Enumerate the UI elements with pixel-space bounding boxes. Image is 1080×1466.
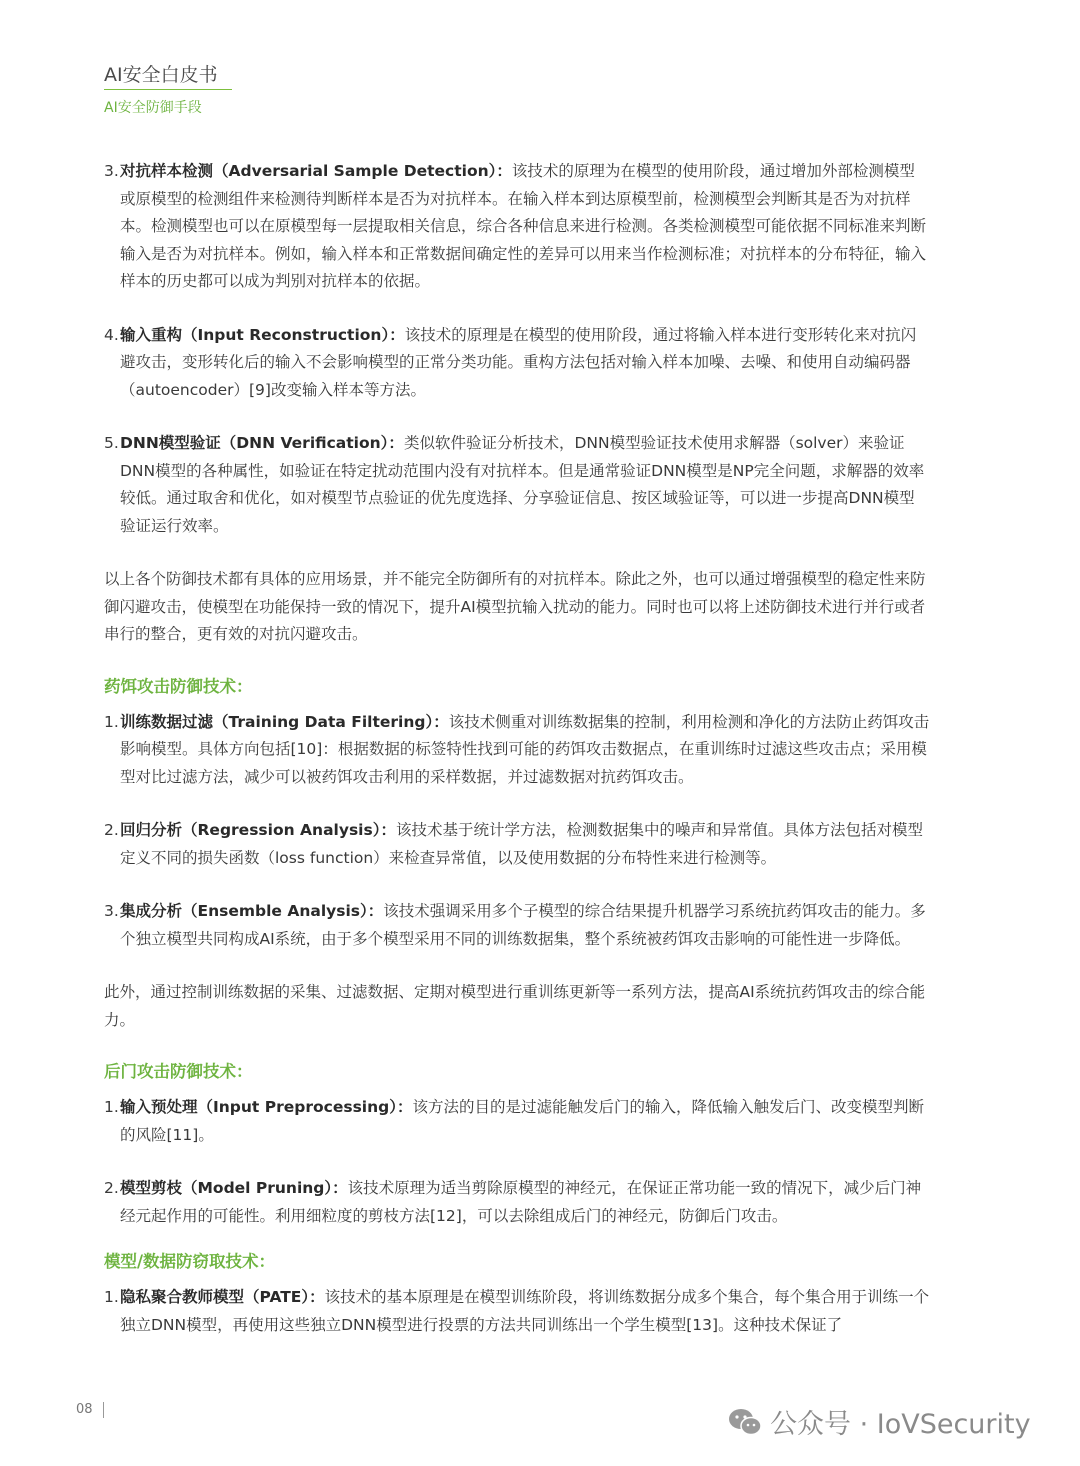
list-item	[104, 322, 930, 405]
list-item	[104, 430, 930, 540]
item-number: 3.	[104, 902, 119, 920]
item-text: 该技术的原理为在模型的使用阶段，通过增加外部检测模型或原模型的检测组件来检测待判断样本是否为对抗样本。在输入样本到达原模型前，检测模型会判断其是否为对抗样本。检测模型也可以在原模型每一层提取相关信息，综合各种信息来进行检测。各类检测模型可能依据不同标准来判断输入是否为对抗样本。例如，输入样本和正常数据间确定性的差异可以用来当作检测标准；对抗样本的分布特征，输入样本的历史都可以成为判别对抗样本的依据。	[120, 162, 927, 290]
item-text: 该技术基于统计学方法，检测数据集中的噪声和异常值。具体方法包括对模型定义不同的损失函数（loss function）来检查异常值，以及使用数据的分布特性来进行检测等。	[120, 821, 923, 867]
item-number: 1.	[104, 1288, 119, 1306]
item-label: 输入预处理（Input Preprocessing）：	[120, 1098, 413, 1116]
page-number: 08	[76, 1402, 93, 1417]
watermark	[728, 1402, 1031, 1441]
item-text: 该技术的原理是在模型的使用阶段，通过将输入样本进行变形转化来对抗闪避攻击，变形转化后的输入不会影响模型的正常分类功能。重构方法包括对输入样本加噪、去噪、和使用自动编码器（autoencoder）[9]改变输入样本等方法。	[120, 325, 917, 399]
item-number: 1.	[104, 712, 119, 731]
section-heading: 药饵攻击防御技术：	[104, 676, 253, 696]
list-item	[104, 1175, 930, 1230]
item-text: 类似软件验证分析技术，DNN模型验证技术使用求解器（solver）来验证DNN模型的各种属性，如验证在特定扰动范围内没有对抗样本。但是通常验证DNN模型是NP完全问题，求解器的效率较低。通过取舍和优化，如对模型节点验证的优先度选择、分享验证信息、按区域验证等，可以进一步提高DNN模型验证运行效率。	[120, 434, 925, 535]
item-text: 该方法的目的是过滤能触发后门的输入，降低输入触发后门、改变模型判断的风险[11]。	[120, 1098, 925, 1144]
item-label: 输入重构（Input Reconstruction）：	[120, 325, 405, 344]
item-label: 模型剪枝（Model Pruning）：	[120, 1179, 348, 1197]
list-item	[104, 817, 930, 872]
item-number: 1.	[104, 1098, 119, 1116]
summary-paragraph: 以上各个防御技术都有具体的应用场景，并不能完全防御所有的对抗样本。除此之外，也可以通过增强模型的稳定性来防御闪避攻击，使模型在功能保持一致的情况下，提升AI模型抗输入扰动的能力。同时也可以将上述防御技术进行并行或者串行的整合，更有效的对抗闪避攻击。	[104, 570, 926, 643]
item-number: 2.	[104, 821, 119, 839]
summary-paragraph: 此外，通过控制训练数据的采集、过滤数据、定期对模型进行重训练更新等一系列方法，提高AI系统抗药饵攻击的综合能力。	[104, 983, 926, 1029]
item-number: 4.	[104, 325, 119, 344]
item-label: 集成分析（Ensemble Analysis）：	[120, 902, 384, 920]
item-label: DNN模型验证（DNN Verification）：	[120, 434, 404, 452]
item-text: 该技术原理为适当剪除原模型的神经元，在保证正常功能一致的情况下，减少后门神经元起作用的可能性。利用细粒度的剪枝方法[12]，可以去除组成后门的神经元，防御后门攻击。	[120, 1179, 922, 1225]
header-rule	[104, 89, 232, 90]
item-text: 该技术的基本原理是在模型训练阶段，将训练数据分成多个集合，每个集合用于训练一个独立DNN模型，再使用这些独立DNN模型进行投票的方法共同训练出一个学生模型[13]。这种技术保证了	[120, 1288, 930, 1334]
item-number: 3.	[104, 162, 119, 180]
section-heading: 模型/数据防窃取技术：	[104, 1252, 276, 1271]
item-label: 回归分析（Regression Analysis）：	[120, 821, 396, 839]
watermark-text: 公众号 · IoVSecurity	[770, 1409, 1031, 1440]
page-number-divider	[103, 1402, 104, 1418]
item-text: 该技术侧重对训练数据集的控制，利用检测和净化的方法防止药饵攻击影响模型。具体方向包括[10]：根据数据的标签特性找到可能的药饵攻击数据点，在重训练时过滤这些攻击点；采用模型对比过滤方法，减少可以被药饵攻击利用的采样数据，并过滤数据对抗药饵攻击。	[120, 712, 930, 786]
header-title: AI安全白皮书	[104, 64, 218, 86]
section-heading: 后门攻击防御技术：	[104, 1062, 253, 1081]
page-content	[104, 158, 930, 1365]
list-item	[104, 709, 930, 792]
item-label: 对抗样本检测（Adversarial Sample Detection）：	[120, 162, 512, 180]
item-text: 该技术强调采用多个子模型的综合结果提升机器学习系统抗药饵攻击的能力。多个独立模型共同构成AI系统，由于多个模型采用不同的训练数据集，整个系统被药饵攻击影响的可能性进一步降低。	[120, 902, 926, 948]
list-item	[104, 1284, 930, 1339]
item-label: 隐私聚合教师模型（PATE）：	[120, 1288, 325, 1306]
item-number: 2.	[104, 1179, 119, 1197]
wechat-icon	[728, 1407, 762, 1437]
list-item	[104, 898, 930, 953]
list-item	[104, 1094, 930, 1149]
header-subtitle: AI安全防御手段	[104, 100, 202, 116]
item-label: 训练数据过滤（Training Data Filtering）：	[120, 712, 449, 731]
list-item	[104, 158, 930, 296]
item-number: 5.	[104, 434, 119, 452]
